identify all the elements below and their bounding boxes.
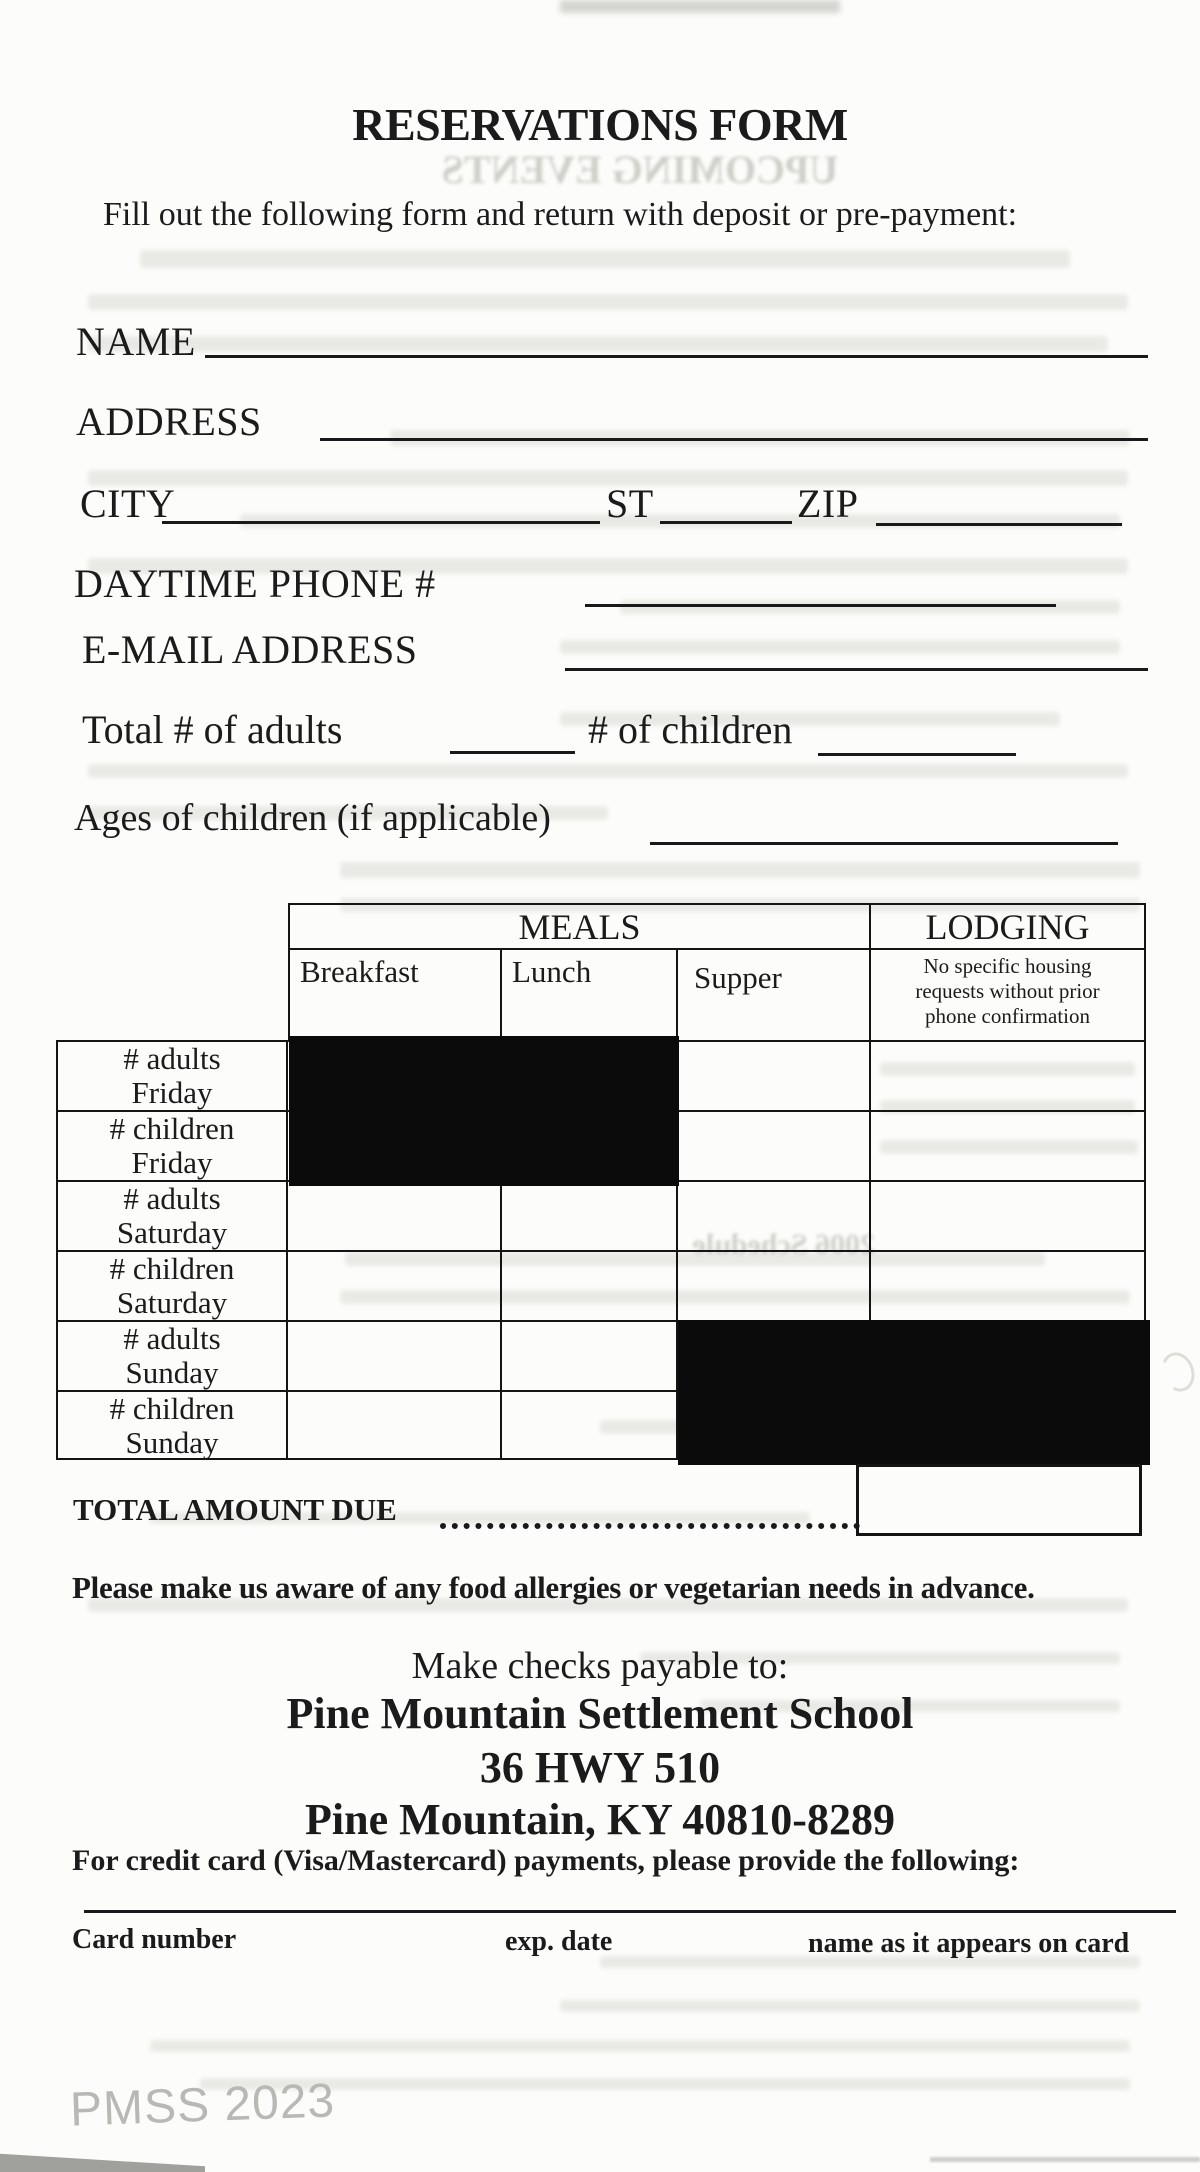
name-input[interactable] (205, 355, 1148, 358)
bleedthrough-line (140, 250, 1070, 268)
name-on-card-label: name as it appears on card (808, 1928, 1130, 1959)
cell-supper-adults-saturday[interactable] (678, 1182, 871, 1252)
total-due-leader-dots[interactable] (440, 1468, 860, 1529)
cell-supper-adults-friday[interactable] (678, 1042, 871, 1112)
zip-label: ZIP (797, 481, 859, 526)
row-label-children-sunday: # children Sunday (58, 1392, 288, 1460)
total-due-label: TOTAL AMOUNT DUE (73, 1492, 397, 1527)
row-label-adults-saturday: # adults Saturday (58, 1182, 288, 1252)
bleedthrough-line (620, 600, 1120, 614)
cell-supper-children-saturday[interactable] (678, 1252, 871, 1322)
cell-breakfast-adults-sunday[interactable] (288, 1322, 502, 1392)
total-adults-input[interactable] (450, 751, 575, 754)
bleedthrough-line (88, 294, 1128, 310)
bleedthrough-line (340, 862, 1140, 878)
allergy-note: Please make us aware of any food allergies or vegetarian needs in advance. (72, 1570, 1035, 1605)
address-label: ADDRESS (76, 399, 262, 444)
cell-breakfast-children-saturday[interactable] (288, 1252, 502, 1322)
credit-card-intro: For credit card (Visa/Mastercard) payments, please provide the following: (72, 1844, 1020, 1877)
phone-label: DAYTIME PHONE # (74, 561, 436, 606)
row-label-children-saturday: # children Saturday (58, 1252, 288, 1322)
row-label-children-friday: # children Friday (58, 1112, 288, 1182)
col-header-breakfast: Breakfast (290, 950, 502, 1040)
meals-lodging-table-header (288, 903, 1146, 1040)
cell-lunch-children-sunday[interactable] (502, 1392, 678, 1460)
pmss-watermark: PMSS 2023 (69, 2074, 337, 2137)
bleedthrough-2006-schedule: 2006 Schedule (692, 1228, 875, 1261)
lodging-header: LODGING (925, 907, 1090, 947)
cell-lunch-children-saturday[interactable] (502, 1252, 678, 1322)
checks-street: 36 HWY 510 (479, 1743, 721, 1792)
bleedthrough-line (88, 764, 1128, 778)
ages-label: Ages of children (if applicable) (74, 797, 551, 839)
zip-input[interactable] (876, 523, 1122, 526)
col-header-lodging-note: No specific housing requests without prior phone confirmation (915, 954, 1100, 1028)
col-header-supper: Supper (678, 950, 871, 1040)
ages-input[interactable] (650, 842, 1118, 845)
total-due-amount-box[interactable] (856, 1464, 1142, 1536)
row-label-adults-friday: # adults Friday (58, 1042, 288, 1112)
form-title: RESERVATIONS FORM (352, 99, 848, 150)
col-header-lunch: Lunch (502, 950, 678, 1040)
redaction-block-sunday-lodging (678, 1320, 1150, 1465)
scan-edge-wedge (0, 2146, 205, 2172)
checks-city-state-zip: Pine Mountain, KY 40810-8289 (305, 1795, 895, 1844)
form-intro: Fill out the following form and return with deposit or pre-payment: (103, 196, 1018, 233)
cell-breakfast-adults-saturday[interactable] (288, 1182, 502, 1252)
cell-lodging-children-saturday[interactable] (871, 1252, 1144, 1322)
meals-header: MEALS (290, 905, 871, 948)
address-input[interactable] (320, 438, 1148, 441)
card-number-label: Card number (72, 1924, 237, 1955)
state-label: ST (606, 481, 654, 526)
redaction-block-friday-meals (289, 1036, 679, 1186)
cell-supper-children-friday[interactable] (678, 1112, 871, 1182)
row-label-adults-sunday: # adults Sunday (58, 1322, 288, 1392)
cell-lunch-adults-saturday[interactable] (502, 1182, 678, 1252)
email-input[interactable] (565, 668, 1148, 671)
state-input[interactable] (660, 521, 792, 524)
scan-margin-mark (1156, 1348, 1200, 1397)
city-label: CITY (80, 481, 176, 526)
city-input[interactable] (162, 521, 600, 524)
cell-lunch-adults-sunday[interactable] (502, 1322, 678, 1392)
cell-lodging-adults-saturday[interactable] (871, 1182, 1144, 1252)
exp-date-label: exp. date (505, 1926, 613, 1957)
total-adults-label: Total # of adults (82, 707, 343, 752)
num-children-label: # of children (588, 707, 793, 752)
bleedthrough-line (88, 336, 1108, 352)
num-children-input[interactable] (818, 753, 1016, 756)
credit-card-write-line[interactable] (84, 1910, 1176, 1913)
email-label: E-MAIL ADDRESS (82, 627, 418, 672)
name-label: NAME (76, 319, 196, 364)
checks-intro: Make checks payable to: (411, 1645, 789, 1687)
bleedthrough-line (560, 2000, 1140, 2012)
cell-breakfast-children-sunday[interactable] (288, 1392, 502, 1460)
cell-lodging-adults-friday[interactable] (871, 1042, 1144, 1112)
scan-edge-smudge (560, 0, 840, 13)
cell-lodging-children-friday[interactable] (871, 1112, 1144, 1182)
bleedthrough-line (150, 2040, 1130, 2052)
phone-input[interactable] (585, 604, 1056, 607)
bleedthrough-line (560, 640, 1120, 654)
checks-payee: Pine Mountain Settlement School (286, 1689, 914, 1738)
scan-edge-bar (930, 2157, 1200, 2162)
bleedthrough-upcoming-events: UPCOMING EVENTS (441, 147, 839, 192)
bleedthrough-line (200, 2078, 1130, 2090)
